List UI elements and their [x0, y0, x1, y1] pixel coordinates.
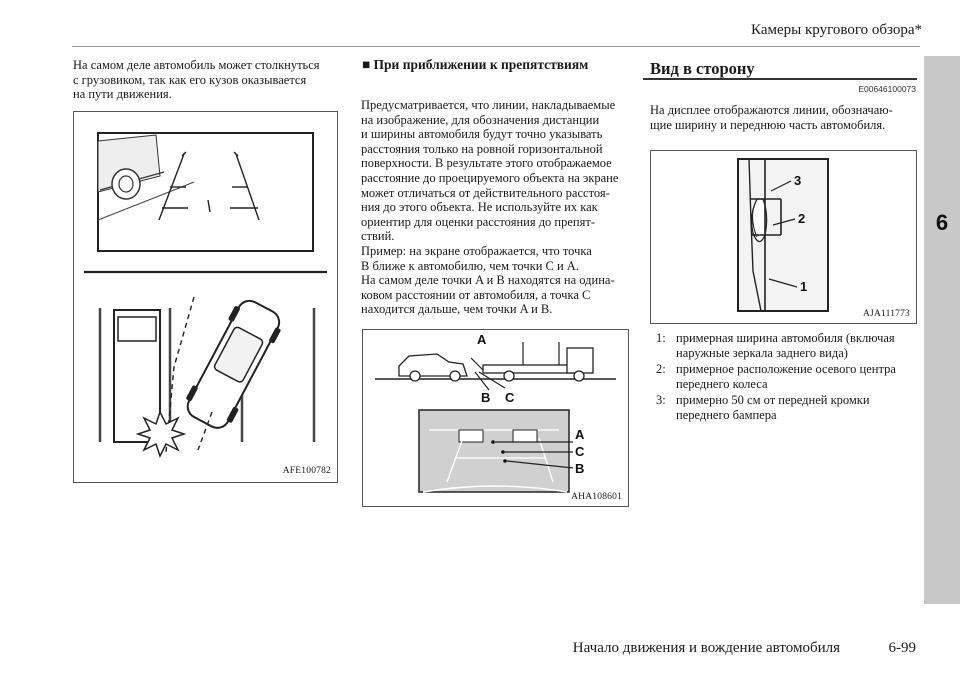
figure-obstacle: [362, 329, 629, 507]
collision-illustration: [74, 112, 337, 482]
figure-collision: [73, 111, 338, 483]
heading-text: При приближении к препятствиям: [373, 57, 589, 72]
item-number: 2:: [656, 362, 666, 377]
text-line: расстояние до проецируемого объекта на экране: [361, 170, 619, 185]
label-1: 1: [800, 279, 808, 294]
text-line: ствий.: [361, 229, 395, 244]
chapter-tab: [924, 56, 960, 604]
footer-section: Начало движения и вождение автомобиля: [572, 640, 840, 656]
figure-code: AJA111773: [862, 309, 910, 319]
text-line: поверхности. В результате этого отображаемое: [361, 156, 612, 171]
text-line: На самом деле автомобиль может столкнуться: [73, 58, 320, 72]
label-3: 3: [794, 173, 802, 188]
side-view-heading: Вид в сторону: [650, 59, 755, 78]
item-line: переднего бампера: [676, 407, 777, 422]
right-paragraph: [650, 103, 920, 132]
text-line: находится дальше, чем точки A и B.: [361, 302, 553, 317]
running-header: Камеры кругового обзора*: [751, 22, 922, 38]
text-line: с грузовиком, так как его кузов оказывается: [73, 72, 307, 87]
text-line: Предусматривается, что линии, накладываемые: [361, 98, 616, 112]
impact-star: [138, 412, 184, 456]
figure-code: AHA108601: [571, 492, 622, 502]
text-line: может отличаться от действительного расстоя-: [361, 185, 610, 200]
heading-marker: ■: [362, 57, 371, 72]
figure-code: AFE100782: [282, 466, 331, 476]
legend-list: [656, 331, 918, 423]
section-heading: [362, 57, 632, 73]
text-line: B ближе к автомобилю, чем точки C и A.: [361, 258, 579, 273]
page-number: 6-99: [888, 640, 916, 656]
heading-rule: [643, 78, 917, 80]
label-b-screen: B: [575, 461, 585, 476]
side-truck: [483, 365, 575, 373]
label-c-top: C: [505, 390, 515, 405]
text-line: расстояния только на ровной горизонтальной: [361, 141, 603, 156]
label-b-top: B: [481, 390, 491, 405]
car-top-view: [180, 295, 287, 434]
item-line: примерное расположение осевого центра: [676, 362, 896, 377]
item-number: 1:: [656, 331, 666, 345]
item-number: 3:: [656, 393, 666, 408]
text-line: ния до этого объекта. Не используйте их как: [361, 200, 598, 215]
chapter-number: 6: [935, 210, 949, 235]
item-text: [676, 362, 896, 391]
screen-view: [419, 410, 569, 492]
item-line: примерно 50 см от передней кромки: [676, 393, 870, 408]
item-text: [676, 393, 870, 422]
item-line: наружные зеркала заднего вида): [676, 345, 848, 360]
text-line: на изображение, для обозначения дистанции: [361, 112, 600, 127]
left-paragraph: [73, 58, 345, 102]
list-item: [656, 362, 918, 391]
guide-lines: [159, 154, 259, 220]
middle-paragraph: [361, 98, 636, 317]
side-view-illustration: [651, 151, 916, 323]
text-line: Пример: на экране отображается, что точка: [361, 243, 592, 258]
item-line: примерная ширина автомобиля (включая: [676, 331, 895, 345]
section-code: E00646100073: [858, 84, 916, 94]
truck-wheel: [112, 169, 140, 199]
text-line: На самом деле точки A и B находятся на одина-: [361, 273, 615, 288]
obstacle-illustration: [363, 330, 628, 506]
figure-side-view: [650, 150, 917, 324]
label-2: 2: [798, 211, 806, 226]
header-divider: [72, 46, 920, 47]
text-line: и ширины автомобиля будут точно указывать: [361, 127, 603, 142]
label-c-screen: C: [575, 444, 585, 459]
item-line: переднего колеса: [676, 376, 768, 391]
list-item: [656, 331, 918, 360]
list-item: [656, 393, 918, 422]
text-line: На дисплее отображаются линии, обозначаю-: [650, 103, 893, 117]
label-a-screen: A: [575, 427, 585, 442]
text-line: щие ширину и переднюю часть автомобиля.: [650, 117, 886, 132]
text-line: на пути движения.: [73, 87, 172, 102]
label-a-top: A: [477, 332, 487, 347]
item-text: [676, 331, 895, 360]
text-line: ориентир для оценки расстояния до препят-: [361, 214, 595, 229]
text-line: ковом расстоянии от автомобиля, а точка C: [361, 287, 591, 302]
